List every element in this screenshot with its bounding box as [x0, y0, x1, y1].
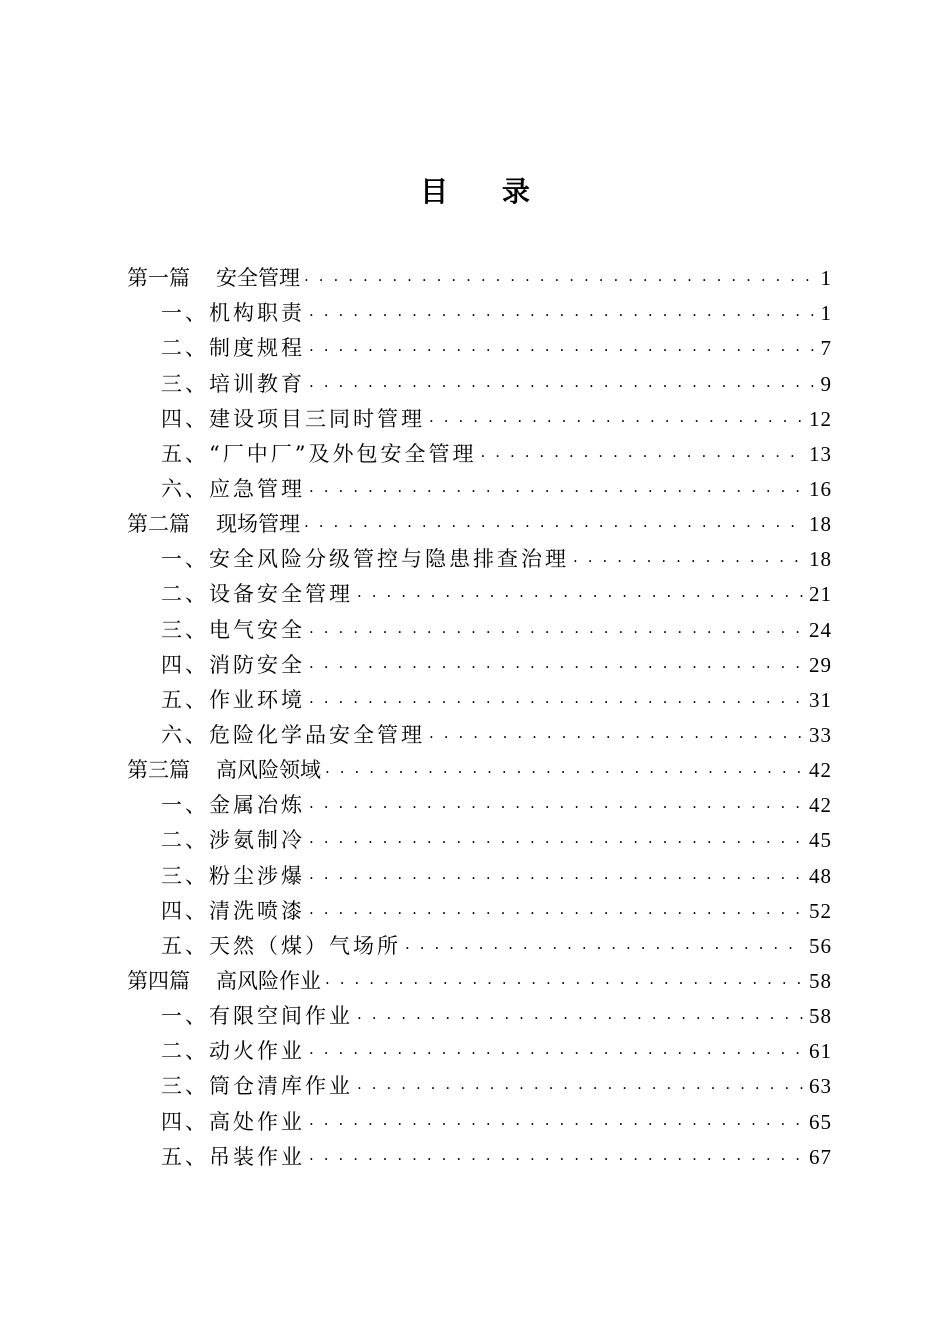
toc-dot-leader [309, 1142, 803, 1172]
toc-dot-leader [309, 333, 815, 363]
toc-page-number: 56 [809, 933, 832, 958]
toc-entry-title: 五、吊装作业 [161, 1144, 305, 1169]
toc-page-number: 7 [820, 336, 832, 361]
toc-dot-leader [429, 404, 803, 434]
toc-page-number: 42 [809, 758, 832, 783]
toc-part-row [127, 750, 832, 785]
toc-page-number: 12 [809, 406, 832, 431]
toc-entry-label [161, 1071, 353, 1101]
toc-entry-title: 四、高处作业 [161, 1109, 305, 1134]
toc-entry-title: 三、筒仓清库作业 [161, 1074, 353, 1099]
toc-section-row [127, 820, 832, 855]
toc-dot-leader [325, 966, 803, 996]
toc-entry-title: 二、设备安全管理 [161, 582, 353, 607]
toc-section-row [127, 328, 832, 363]
toc-section-row [127, 293, 832, 328]
toc-part-number: 第四篇 [127, 968, 190, 993]
toc-entry-title: 二、涉氨制冷 [161, 828, 305, 853]
toc-dot-leader [325, 755, 803, 785]
toc-section-row [127, 363, 832, 398]
toc-dot-leader [309, 861, 803, 891]
toc-entry-label [161, 544, 569, 574]
toc-section-row [127, 1066, 832, 1101]
toc-entry-label [161, 333, 305, 363]
toc-entry-label [161, 404, 425, 434]
toc-page-number: 45 [809, 828, 832, 853]
toc-page-number: 16 [809, 476, 832, 501]
toc-page-number: 18 [809, 512, 832, 537]
toc-page-number: 24 [809, 617, 832, 642]
toc-part-number: 第一篇 [127, 266, 190, 291]
toc-page-number: 52 [809, 898, 832, 923]
toc-entry-label [161, 1142, 305, 1172]
toc-dot-leader [357, 1071, 803, 1101]
toc-entry-title: 六、危险化学品安全管理 [161, 722, 425, 747]
toc-entry-title: 安全管理 [216, 266, 300, 291]
toc-section-row [127, 1137, 832, 1172]
toc-section-row [127, 715, 832, 750]
toc-section-row [127, 680, 832, 715]
toc-entry-label [161, 298, 305, 328]
toc-dot-leader [405, 931, 803, 961]
toc-dot-leader [304, 263, 815, 293]
toc-entry-label [161, 825, 305, 855]
toc-entry-title: 一、有限空间作业 [161, 1004, 353, 1029]
toc-entry-label [127, 966, 321, 996]
toc-entry-label [161, 615, 305, 645]
toc-section-row [127, 609, 832, 644]
toc-dot-leader [357, 579, 803, 609]
toc-dot-leader [573, 544, 803, 574]
toc-entry-label [161, 1107, 305, 1137]
toc-dot-leader [429, 720, 803, 750]
toc-section-row [127, 996, 832, 1031]
toc-entry-label [127, 509, 300, 539]
toc-entry-label [161, 790, 305, 820]
toc-dot-leader [309, 1036, 803, 1066]
toc-page-number: 65 [809, 1109, 832, 1134]
toc-page-number: 13 [809, 441, 832, 466]
toc-entry-label [161, 650, 305, 680]
toc-section-row [127, 574, 832, 609]
toc-dot-leader [357, 1001, 803, 1031]
toc-page-number: 61 [809, 1039, 832, 1064]
toc-section-row [127, 645, 832, 680]
toc-dot-leader [309, 369, 815, 399]
toc-dot-leader [309, 298, 815, 328]
toc-entry-title: 二、动火作业 [161, 1039, 305, 1064]
toc-entry-label [161, 439, 476, 469]
toc-section-row [127, 891, 832, 926]
toc-entry-title: 六、应急管理 [161, 476, 305, 501]
toc-part-number: 第三篇 [127, 758, 190, 783]
toc-section-row [127, 785, 832, 820]
toc-entry-title: 二、制度规程 [161, 336, 305, 361]
toc-section-row [127, 469, 832, 504]
toc-dot-leader [309, 685, 803, 715]
toc-part-row [127, 961, 832, 996]
toc-section-row [127, 399, 832, 434]
toc-entry-label [161, 720, 425, 750]
toc-dot-leader [309, 825, 803, 855]
toc-entry-label [161, 1036, 305, 1066]
toc-dot-leader [309, 650, 803, 680]
toc-section-row [127, 855, 832, 890]
toc-entry-label [161, 369, 305, 399]
toc-dot-leader [309, 615, 803, 645]
toc-dot-leader [309, 474, 803, 504]
toc-entry-title: 现场管理 [216, 512, 300, 537]
toc-entry-title: 一、金属冶炼 [161, 793, 305, 818]
toc-entry-title: 一、机构职责 [161, 301, 305, 326]
toc-entry-label [161, 474, 305, 504]
toc-page-number: 31 [809, 687, 832, 712]
toc-part-row [127, 504, 832, 539]
toc-dot-leader [309, 790, 803, 820]
toc-entry-label [161, 896, 305, 926]
toc-entry-label [161, 861, 305, 891]
toc-page-number: 29 [809, 652, 832, 677]
toc-page-number: 42 [809, 793, 832, 818]
toc-entry-title: 高风险领域 [216, 758, 321, 783]
toc-part-number: 第二篇 [127, 512, 190, 537]
toc-section-row [127, 1101, 832, 1136]
toc-page-number: 21 [809, 582, 832, 607]
toc-entry-title: 五、“厂中厂”及外包安全管理 [161, 441, 477, 466]
toc-page-number: 67 [809, 1144, 832, 1169]
toc-entry-title: 三、培训教育 [161, 371, 305, 396]
toc-section-row [127, 434, 832, 469]
toc-page-number: 1 [820, 266, 832, 291]
toc-page-number: 1 [820, 301, 832, 326]
table-of-contents [127, 258, 832, 1172]
toc-entry-title: 四、消防安全 [161, 652, 305, 677]
toc-section-row [127, 1031, 832, 1066]
toc-entry-label [161, 579, 353, 609]
toc-entry-title: 五、作业环境 [161, 687, 305, 712]
toc-entry-title: 一、安全风险分级管控与隐患排查治理 [161, 547, 569, 572]
toc-page-number: 9 [820, 371, 832, 396]
toc-entry-label [161, 685, 305, 715]
toc-entry-label [127, 263, 300, 293]
toc-section-row [127, 926, 832, 961]
toc-entry-title: 高风险作业 [216, 968, 321, 993]
toc-page-number: 48 [809, 863, 832, 888]
toc-page-number: 18 [809, 547, 832, 572]
toc-dot-leader [480, 439, 803, 469]
toc-entry-title: 三、电气安全 [161, 617, 305, 642]
toc-entry-title: 五、天然（煤）气场所 [161, 933, 401, 958]
toc-entry-title: 四、建设项目三同时管理 [161, 406, 425, 431]
toc-page-number: 58 [809, 968, 832, 993]
toc-entry-title: 三、粉尘涉爆 [161, 863, 305, 888]
toc-entry-label [127, 755, 321, 785]
toc-part-row [127, 258, 832, 293]
toc-entry-title: 四、清洗喷漆 [161, 898, 305, 923]
toc-page-number: 58 [809, 1004, 832, 1029]
toc-dot-leader [309, 896, 803, 926]
toc-page-number: 63 [809, 1074, 832, 1099]
toc-title: 目 录 [420, 175, 552, 208]
toc-section-row [127, 539, 832, 574]
toc-page-number: 33 [809, 722, 832, 747]
toc-entry-label [161, 931, 401, 961]
toc-entry-label [161, 1001, 353, 1031]
toc-dot-leader [304, 509, 803, 539]
toc-dot-leader [309, 1107, 803, 1137]
